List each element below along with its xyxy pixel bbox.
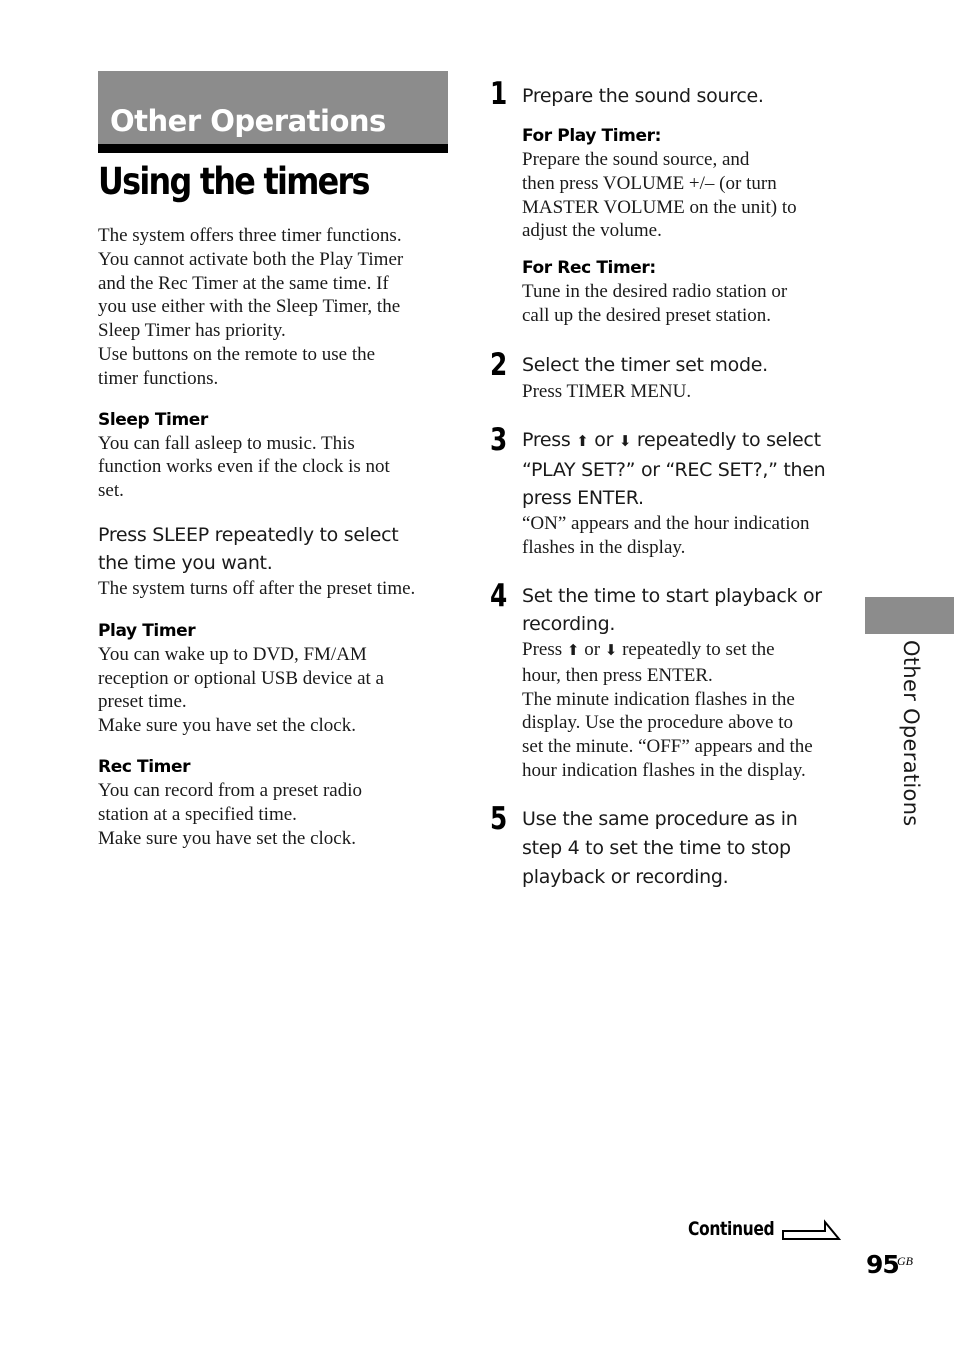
up-arrow-icon: ⬆ [576, 432, 589, 450]
step-body-line: The minute indication flashes in the [522, 688, 795, 710]
intro-line: timer functions. [98, 367, 219, 389]
sleep-timer-heading: Sleep Timer [98, 409, 208, 430]
play-timer-line: You can wake up to DVD, FM/AM [98, 643, 367, 665]
step-title-line: step 4 to set the time to stop [522, 837, 791, 859]
step-body-part: or [584, 639, 601, 660]
step-title-part: Press [522, 429, 571, 451]
for-rec-line: call up the desired preset station. [522, 304, 772, 326]
play-timer-line: reception or optional USB device at a [98, 667, 384, 689]
page-number-suffix: GB [897, 1254, 913, 1268]
sleep-timer-line: function works even if the clock is not [98, 456, 390, 478]
step-title-line [522, 426, 847, 456]
for-play-line: adjust the volume. [522, 220, 662, 242]
for-play-line: MASTER VOLUME on the unit) to [522, 196, 797, 218]
step-number: 3 [490, 422, 508, 458]
step-number: 5 [490, 801, 508, 837]
step-title-part: repeatedly to select [636, 429, 821, 451]
banner-rule [98, 144, 448, 153]
intro-paragraph [98, 224, 448, 391]
step-body-line [522, 638, 847, 664]
side-tab-label-wrap [893, 640, 923, 840]
sleep-note: The system turns off after the preset time. [98, 577, 416, 599]
up-arrow-icon: ⬆ [566, 643, 580, 659]
step-title-line: Set the time to start playback or [522, 585, 822, 607]
step-number: 1 [490, 76, 508, 112]
step-body-part: Press [522, 639, 563, 660]
step-body-line: “ON” appears and the hour indication [522, 513, 810, 534]
step-body-line: flashes in the display. [522, 536, 686, 558]
intro-line: You cannot activate both the Play Timer [98, 248, 404, 270]
step-title-line: recording. [522, 613, 616, 635]
page-number: 95 [866, 1250, 899, 1279]
rec-timer-line: station at a specified time. [98, 803, 297, 825]
down-arrow-icon: ⬇ [618, 432, 632, 450]
step-body-line: hour indication flashes in the display. [522, 759, 806, 781]
step-title-line: “PLAY SET?” or “REC SET?,” then [522, 459, 826, 481]
sleep-instruction-line: Press SLEEP repeatedly to select [98, 523, 399, 546]
rec-timer-heading: Rec Timer [98, 756, 191, 777]
intro-line: The system offers three timer functions. [98, 225, 402, 246]
step-title: Select the timer set mode. [522, 354, 768, 376]
down-arrow-icon: ⬇ [604, 643, 618, 659]
intro-line: Sleep Timer has priority. [98, 320, 286, 342]
play-timer-line: Make sure you have set the clock. [98, 715, 356, 737]
continued-label: Continued [688, 1218, 775, 1240]
section-title: Other Operations [110, 104, 386, 138]
play-timer-line: preset time. [98, 691, 187, 713]
intro-line: Use buttons on the remote to use the [98, 343, 376, 365]
step-body-line: hour, then press ENTER. [522, 664, 713, 686]
step-title-line: playback or recording. [522, 866, 729, 888]
for-play-line: Prepare the sound source, and [522, 149, 750, 170]
step-body-part: repeatedly to set the [622, 639, 775, 660]
page-title: Using the timers [98, 160, 369, 203]
left-column [98, 224, 448, 850]
step-number: 2 [490, 347, 508, 383]
side-tab [865, 597, 954, 634]
step-body-line: display. Use the procedure above to [522, 712, 794, 734]
for-rec-line: Tune in the desired radio station or [522, 281, 788, 303]
step-body: Press TIMER MENU. [522, 381, 692, 402]
step-body-line: set the minute. “OFF” appears and the [522, 736, 813, 758]
step-number: 4 [490, 578, 508, 614]
step-title-line: press ENTER. [522, 487, 644, 509]
side-tab-label: Other Operations [899, 640, 923, 827]
for-play-line: then press VOLUME +/– (or turn [522, 172, 777, 194]
rec-timer-line: Make sure you have set the clock. [98, 827, 356, 849]
step-title: Prepare the sound source. [522, 85, 764, 107]
step-title-part: or [594, 429, 614, 451]
section-banner [98, 71, 448, 144]
step-title-line: Use the same procedure as in [522, 808, 798, 830]
intro-line: and the Rec Timer at the same time. If [98, 272, 389, 294]
for-play-heading: For Play Timer: [522, 126, 661, 146]
continued-arrow-icon [781, 1219, 843, 1243]
play-timer-heading: Play Timer [98, 620, 196, 641]
sleep-timer-line: You can fall asleep to music. This [98, 432, 355, 454]
sleep-instruction-line: the time you want. [98, 551, 273, 574]
intro-line: you use either with the Sleep Timer, the [98, 296, 401, 318]
for-rec-heading: For Rec Timer: [522, 258, 656, 279]
rec-timer-line: You can record from a preset radio [98, 779, 362, 801]
sleep-timer-line: set. [98, 480, 124, 502]
